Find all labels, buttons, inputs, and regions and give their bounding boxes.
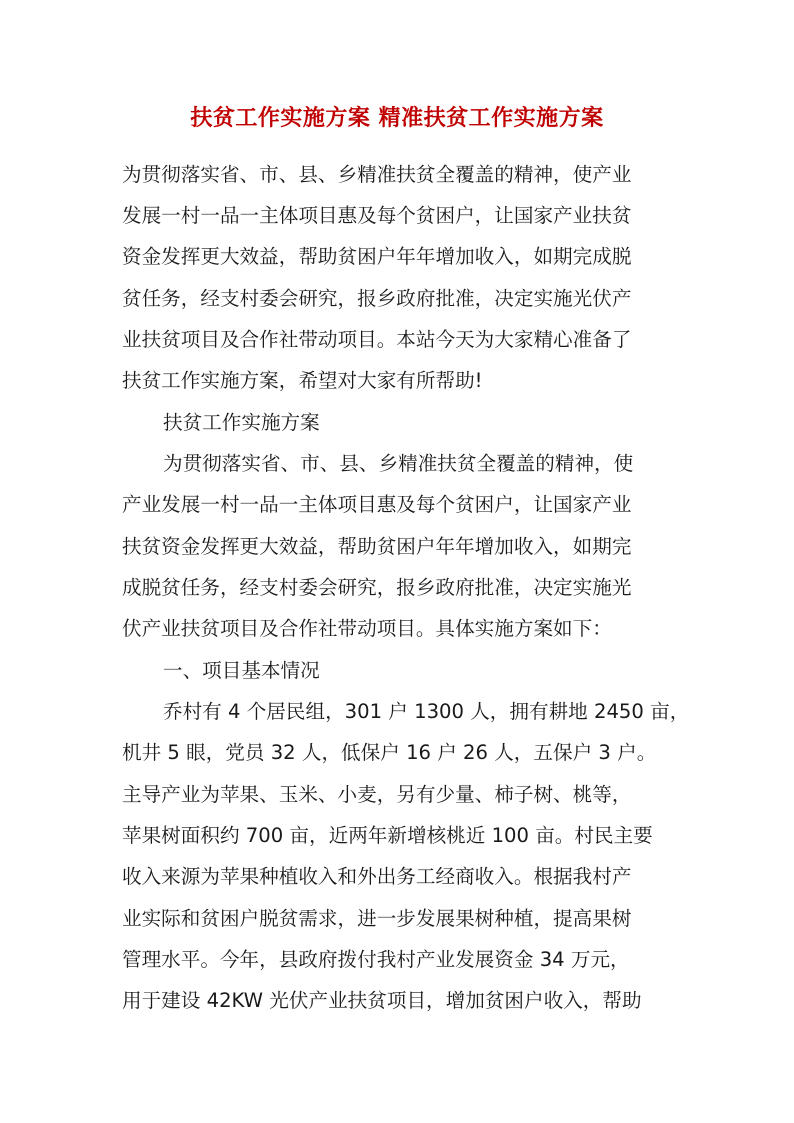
body-line: 成脱贫任务，经支村委会研究，报乡政府批准，决定实施光 bbox=[122, 576, 632, 599]
body-line: 管理水平。今年，县政府拨付我村产业发展资金 34 万元， bbox=[122, 948, 630, 971]
body-line: 发展一村一品一主体项目惠及每个贫困户，让国家产业扶贫 bbox=[122, 204, 632, 227]
body-line: 机井 5 眼，党员 32 人，低保户 16 户 26 人，五保户 3 户。 bbox=[122, 741, 657, 764]
body-line: 贫任务，经支村委会研究，报乡政府批准，决定实施光伏产 bbox=[122, 287, 632, 310]
body-line: 资金发挥更大效益，帮助贫困户年年增加收入，如期完成脱 bbox=[122, 245, 632, 268]
body-line: 乔村有 4 个居民组，301 户 1300 人，拥有耕地 2450 亩， bbox=[163, 700, 690, 723]
body-line: 扶贫资金发挥更大效益，帮助贫困户年年增加收入，如期完 bbox=[122, 535, 632, 558]
section-heading: 扶贫工作实施方案 bbox=[163, 411, 320, 434]
body-line: 为贯彻落实省、市、县、乡精准扶贫全覆盖的精神，使产业 bbox=[122, 163, 632, 186]
body-line: 主导产业为苹果、玉米、小麦，另有少量、柿子树、桃等， bbox=[122, 783, 632, 806]
document-title: 扶贫工作实施方案 精准扶贫工作实施方案 bbox=[190, 105, 604, 131]
body-line: 扶贫工作实施方案，希望对大家有所帮助! bbox=[122, 369, 483, 392]
body-line: 产业发展一村一品一主体项目惠及每个贫困户，让国家产业 bbox=[122, 493, 632, 516]
body-line: 业扶贫项目及合作社带动项目。本站今天为大家精心准备了 bbox=[122, 328, 632, 351]
section-heading: 一、项目基本情况 bbox=[163, 659, 320, 682]
body-line: 为贯彻落实省、市、县、乡精准扶贫全覆盖的精神，使 bbox=[163, 452, 634, 475]
body-line: 业实际和贫困户脱贫需求，进一步发展果树种植，提高果树 bbox=[122, 907, 632, 930]
body-line: 用于建设 42KW 光伏产业扶贫项目，增加贫困户收入，帮助 bbox=[122, 989, 642, 1012]
body-line: 苹果树面积约 700 亩，近两年新增核桃近 100 亩。村民主要 bbox=[122, 824, 653, 847]
body-line: 收入来源为苹果种植收入和外出务工经商收入。根据我村产 bbox=[122, 865, 632, 888]
body-line: 伏产业扶贫项目及合作社带动项目。具体实施方案如下： bbox=[122, 617, 612, 640]
